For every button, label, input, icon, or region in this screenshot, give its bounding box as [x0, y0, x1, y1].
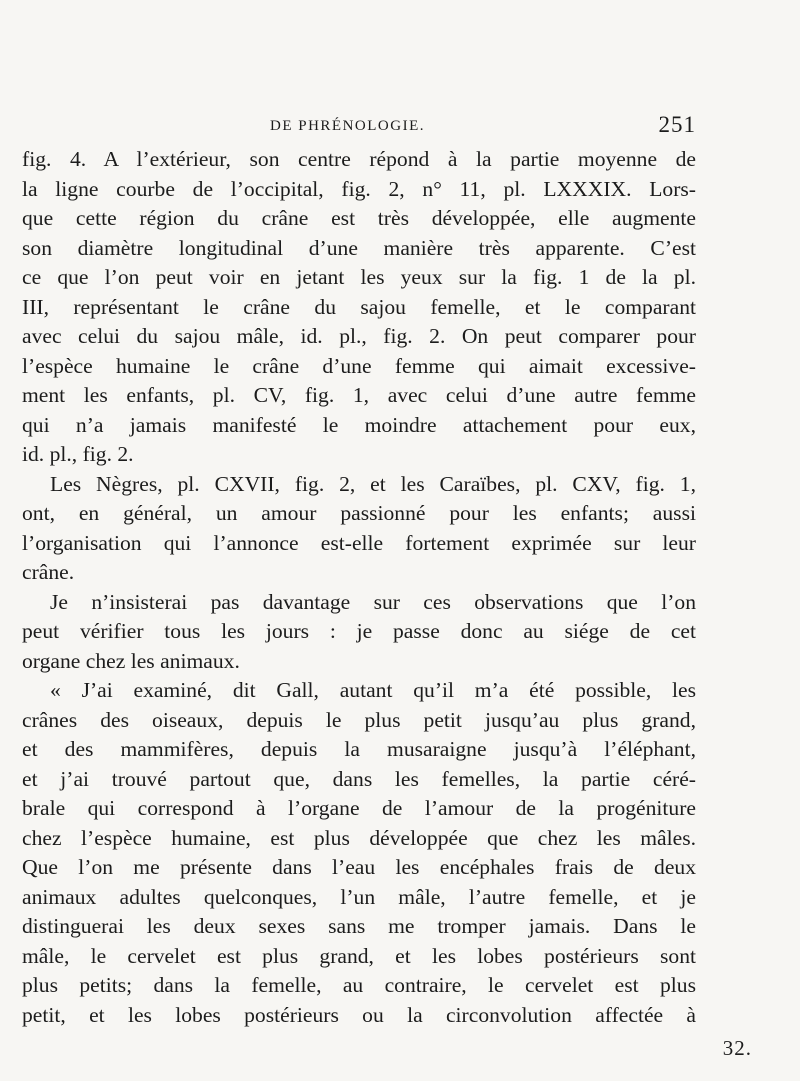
text-line: l’espèce humaine le crâne d’une femme qui aimait excessive- — [22, 353, 696, 378]
text-line: crânes des oiseaux, depuis le plus petit jusqu’au plus grand, — [22, 707, 696, 732]
text-line: fig. 4. A l’extérieur, son centre répond à la partie moyenne de — [22, 147, 696, 171]
text-line: qui n’a jamais manifesté le moindre attachement pour eux, — [22, 412, 696, 437]
text-line: et des mammifères, depuis la musaraigne jusqu’à l’éléphant, — [22, 737, 696, 761]
text-line: organe chez les animaux. — [22, 648, 240, 673]
paragraph-2 — [22, 470, 696, 588]
text-line: l’organisation qui l’annonce est-elle fortement exprimée sur leur — [22, 530, 696, 555]
body-text — [22, 145, 696, 1030]
text-line: brale qui correspond à l’organe de l’amour de la progéniture — [22, 796, 696, 820]
paragraph-1 — [22, 145, 696, 470]
paragraph-4 — [22, 676, 696, 1030]
paragraph-3 — [22, 588, 696, 677]
running-head — [22, 112, 696, 142]
page-number: 251 — [658, 112, 696, 137]
text-line: crâne. — [22, 560, 75, 584]
text-line: Je n’insisterai pas davantage sur ces observations que l’on — [50, 589, 696, 614]
text-line: peut vérifier tous les jours : je passe donc au siége de cet — [22, 619, 696, 643]
text-line: avec celui du sajou mâle, id. pl., fig. 2. On peut comparer pour — [22, 324, 696, 348]
text-line: plus petits; dans la femelle, au contraire, le cervelet est plus — [22, 973, 696, 997]
text-line: mâle, le cervelet est plus grand, et les lobes postérieurs sont — [22, 943, 696, 968]
text-line: Que l’on me présente dans l’eau les encéphales frais de deux — [22, 855, 696, 879]
text-line: « J’ai examiné, dit Gall, autant qu’il m’a été possible, les — [50, 678, 696, 702]
signature-mark: 32. — [722, 1036, 752, 1060]
text-line: Les Nègres, pl. CXVII, fig. 2, et les Caraïbes, pl. CXV, fig. 1, — [50, 471, 696, 496]
text-line: et j’ai trouvé partout que, dans les femelles, la partie céré- — [22, 766, 696, 791]
text-line: id. pl., fig. 2. — [22, 442, 134, 466]
text-line: chez l’espèce humaine, est plus développée que chez les mâles. — [22, 825, 696, 850]
text-line: animaux adultes quelconques, l’un mâle, l’autre femelle, et je — [22, 884, 696, 909]
running-title: DE PHRÉNOLOGIE. — [270, 118, 425, 134]
text-line: ment les enfants, pl. CV, fig. 1, avec celui d’une autre femme — [22, 383, 696, 407]
text-line: que cette région du crâne est très développée, elle augmente — [22, 206, 696, 230]
text-line: ce que l’on peut voir en jetant les yeux sur la fig. 1 de la pl. — [22, 265, 696, 289]
text-line: distinguerai les deux sexes sans me tromper jamais. Dans le — [22, 914, 696, 938]
text-line: la ligne courbe de l’occipital, fig. 2, n° 11, pl. LXXXIX. Lors- — [22, 176, 696, 201]
text-line: ont, en général, un amour passionné pour les enfants; aussi — [22, 501, 696, 525]
text-line: petit, et les lobes postérieurs ou la circonvolution affectée à — [22, 1002, 696, 1027]
text-line: III, représentant le crâne du sajou femelle, et le comparant — [22, 294, 696, 319]
text-line: son diamètre longitudinal d’une manière très apparente. C’est — [22, 235, 696, 260]
book-page — [22, 0, 696, 1081]
